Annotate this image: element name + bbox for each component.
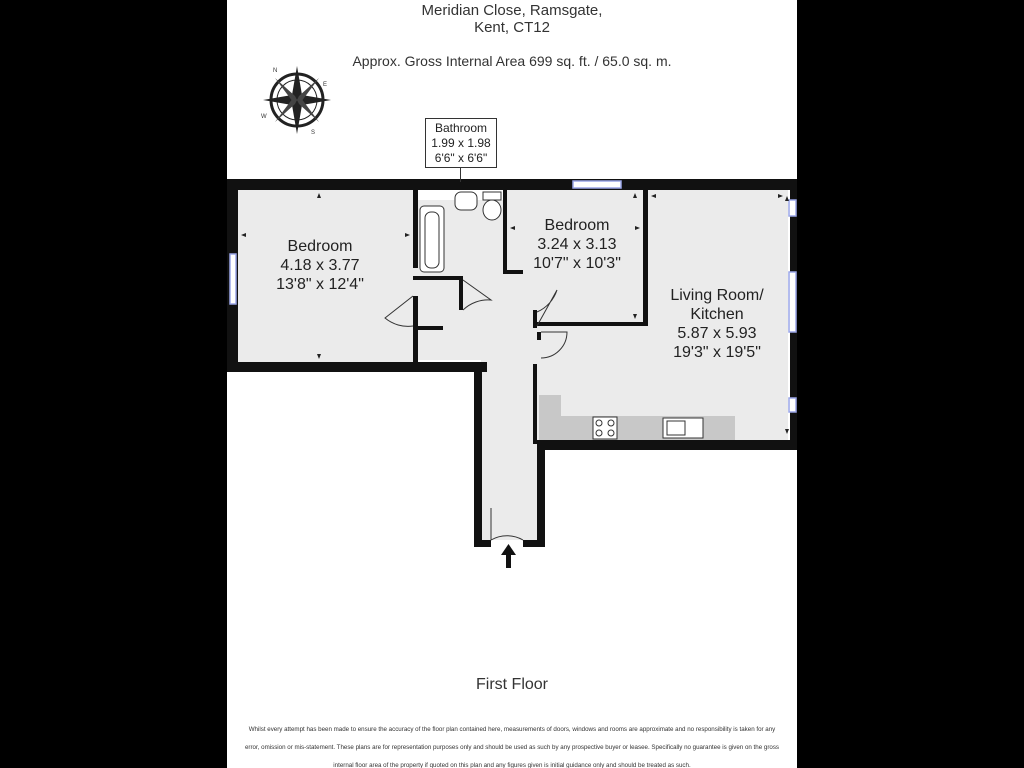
address-line-2: Kent, CT12 (474, 19, 550, 36)
compass-letter-e: E (323, 82, 328, 88)
floor-plan-drawing (227, 0, 797, 768)
room-metric: 1.99 x 1.98 (431, 136, 491, 150)
window-living-3 (789, 398, 796, 412)
room-metric: 5.87 x 5.93 (677, 325, 757, 342)
room-name: Bedroom (287, 238, 353, 255)
room-living-kitchen (652, 286, 782, 362)
room-imperial: 19'3" x 19'5" (673, 344, 761, 361)
room-name: Bedroom (544, 217, 610, 234)
room-metric: 4.18 x 3.77 (280, 257, 360, 274)
room-imperial: 13'8" x 12'4" (276, 276, 364, 293)
address-line-1: Meridian Close, Ramsgate, (421, 2, 603, 19)
floor-label: First Floor (476, 676, 548, 693)
window-living-1 (789, 200, 796, 216)
bathroom-leader-line (460, 168, 461, 182)
toilet-icon (483, 200, 501, 220)
disclaimer-line-3: internal floor area of the property if quoted on this plan and any figures given is initial guidance only and should be treated as such. (333, 762, 691, 768)
room-imperial: 6'6" x 6'6" (434, 151, 488, 165)
hob-icon (593, 417, 617, 439)
window-bedroom1 (230, 254, 236, 304)
room-bedroom-2 (517, 216, 637, 273)
entrance-arrow-icon (501, 544, 516, 568)
room-metric: 3.24 x 3.13 (537, 236, 617, 253)
disclaimer-line-1: Whilst every attempt has been made to ensure the accuracy of the floor plan contained here, measurements of doors, windows and rooms are approximate and no responsibility is taken for any (248, 726, 776, 733)
disclaimer-line-2: error, omission or mis-statement. These plans are for representation purposes only and should be used as such by any prospective buyer or leasee. Specifically no guarantee is given on the gross (244, 744, 780, 751)
room-bedroom-1 (255, 237, 385, 294)
room-name-line-1: Living Room/ (670, 287, 764, 304)
room-name-line-2: Kitchen (690, 306, 744, 323)
room-imperial: 10'7" x 10'3" (533, 255, 621, 272)
window-living-2 (789, 272, 796, 332)
room-name: Bathroom (434, 121, 488, 135)
compass-rose-icon (261, 66, 331, 136)
room-bathroom (425, 118, 497, 168)
compass-letter-n: N (273, 68, 278, 74)
compass-letter-s: S (311, 130, 316, 136)
disclaimer-text (235, 721, 789, 768)
window-bedroom2 (573, 181, 621, 188)
gross-area-text: Approx. Gross Internal Area 699 sq. ft. / 65.0 sq. m. (352, 53, 672, 69)
compass-letter-w: W (261, 114, 267, 120)
floor-plan-page (227, 0, 797, 768)
basin-icon (455, 192, 477, 210)
